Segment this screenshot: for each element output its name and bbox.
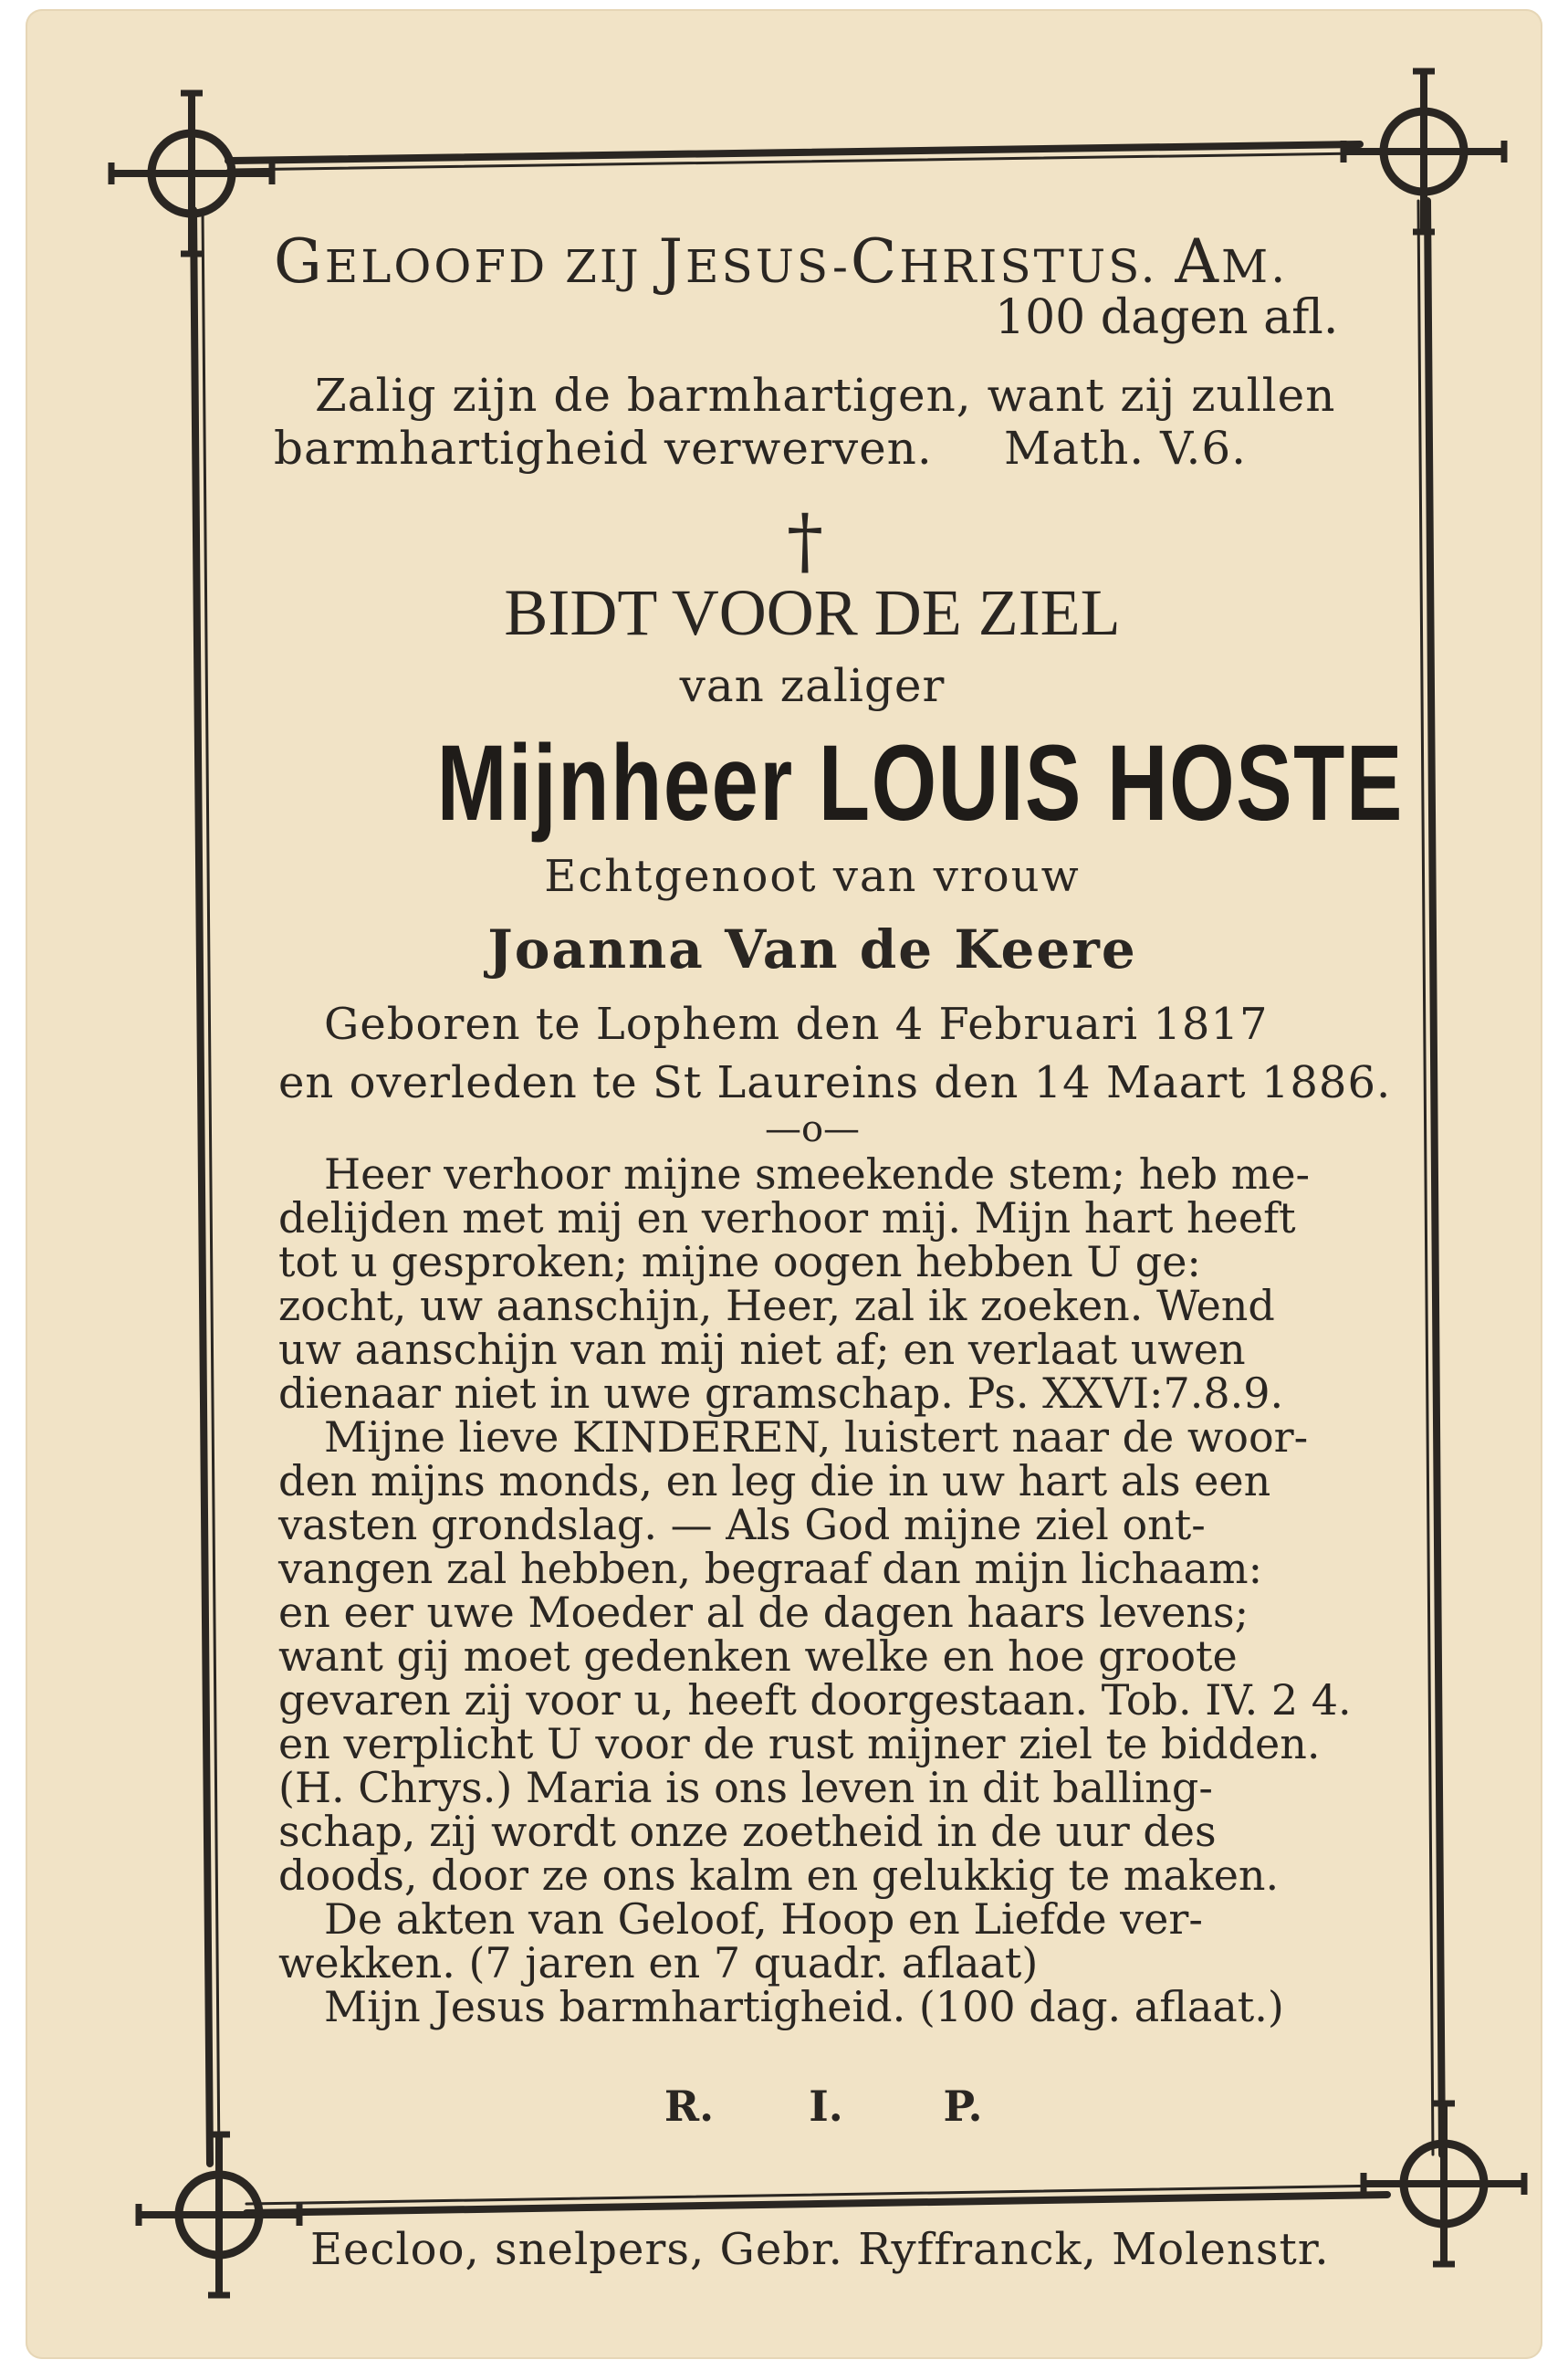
prayer-line: want gij moet gedenken welke en hoe groote [278, 1631, 1238, 1681]
prayer-line: gevaren zij voor u, heeft doorgestaan. Tob. IV. 2 4. [278, 1675, 1352, 1725]
header-text: HRISTUS. [899, 240, 1176, 293]
birth-line: Geboren te Lophem den 4 Februari 1817 [324, 999, 1269, 1050]
header-initial: C [850, 226, 900, 297]
prayer-text [278, 1149, 1374, 2031]
rip-letter: I. [809, 2082, 843, 2131]
frame-top-line [228, 144, 1360, 161]
frame-left-line [193, 210, 210, 2164]
prayer-line: Heer verhoor mijne smeekende stem; heb me- [324, 1149, 1311, 1199]
late-label: van zaliger [679, 659, 946, 712]
header-initial: J [658, 226, 685, 297]
prayer-line: Mijne lieve KINDEREN, luistert naar de woor- [324, 1412, 1309, 1462]
rip-mark [621, 2082, 1059, 2131]
header-initial: G [274, 226, 325, 297]
prayer-line: zocht, uw aanschijn, Heer, zal ik zoeken. Wend [278, 1281, 1275, 1330]
pray-heading: BIDT VOOR DE ZIEL [504, 576, 1121, 649]
printer-credit: Eecloo, snelpers, Gebr. Ryffranck, Molenstr. [310, 2224, 1330, 2275]
verse-text: barmhartigheid verwerven. [274, 422, 933, 475]
cross-ornament-icon [139, 2134, 299, 2295]
prayer-line: den mijns monds, en leg die in uw hart als een [278, 1456, 1271, 1505]
cross-ornament-icon [111, 93, 272, 254]
prayer-line: schap, zij wordt onze zoetheid in de uur des [278, 1807, 1217, 1856]
prayer-line: dienaar niet in uwe gramschap. Ps. XXVI:7.8.9. [278, 1369, 1284, 1418]
cross-ornament-icon [1364, 2103, 1524, 2264]
verse-reference: Math. V.6. [1004, 422, 1248, 475]
cross-ornament-icon [1343, 71, 1504, 232]
verse-line-1: Zalig zijn de barmhartigen, want zij zullen [315, 369, 1336, 422]
prayer-line: en verplicht U voor de rust mijner ziel te bidden. [278, 1719, 1321, 1768]
prayer-line: (H. Chrys.) Maria is ons leven in dit balling- [278, 1763, 1213, 1812]
prayer-line: delijden met mij en verhoor mij. Mijn hart heeft [278, 1193, 1296, 1243]
header-text: ESUS- [685, 240, 851, 293]
verse-line-2 [274, 422, 1260, 475]
prayer-line: doods, door ze ons kalm en gelukkig te maken. [278, 1851, 1280, 1900]
spouse-label: Echtgenoot van vrouw [544, 851, 1081, 902]
prayer-line: vasten grondslag. — Als God mijne ziel ont- [278, 1500, 1206, 1549]
prayer-line: De akten van Geloof, Hoop en Liefde ver- [324, 1894, 1203, 1944]
prayer-line: en eer uwe Moeder al de dagen haars levens; [278, 1588, 1249, 1637]
rip-letter: P. [943, 2082, 983, 2131]
prayer-line: vangen zal hebben, begraaf dan mijn lichaam: [278, 1544, 1263, 1593]
spouse-name: Joanna Van de Keere [487, 918, 1137, 981]
prayer-line: tot u gesproken; mijne oogen hebben U ge: [278, 1237, 1201, 1286]
frame-bottom-line [246, 2195, 1387, 2213]
prayer-line: Mijn Jesus barmhartigheid. (100 dag. aflaat.) [324, 1982, 1284, 2031]
header-initial: A [1175, 226, 1222, 297]
separator: —o— [764, 1108, 861, 1150]
header-text: ELOOFD ZIJ [324, 240, 659, 293]
rip-letter: R. [664, 2082, 715, 2131]
prayer-line: wekken. (7 jaren en 7 quadr. aflaat) [278, 1938, 1039, 1987]
prayer-line: uw aanschijn van mij niet af; en verlaat uwen [278, 1325, 1246, 1374]
indulgence-note: 100 dagen afl. [995, 290, 1339, 345]
dagger-cross-icon: † [787, 498, 823, 583]
header-text: M. [1221, 240, 1289, 293]
death-line: en overleden te St Laureins den 14 Maart 1886. [278, 1057, 1392, 1108]
header-praise [274, 226, 1369, 297]
deceased-name: Mijnheer LOUIS HOSTE [436, 723, 1404, 844]
